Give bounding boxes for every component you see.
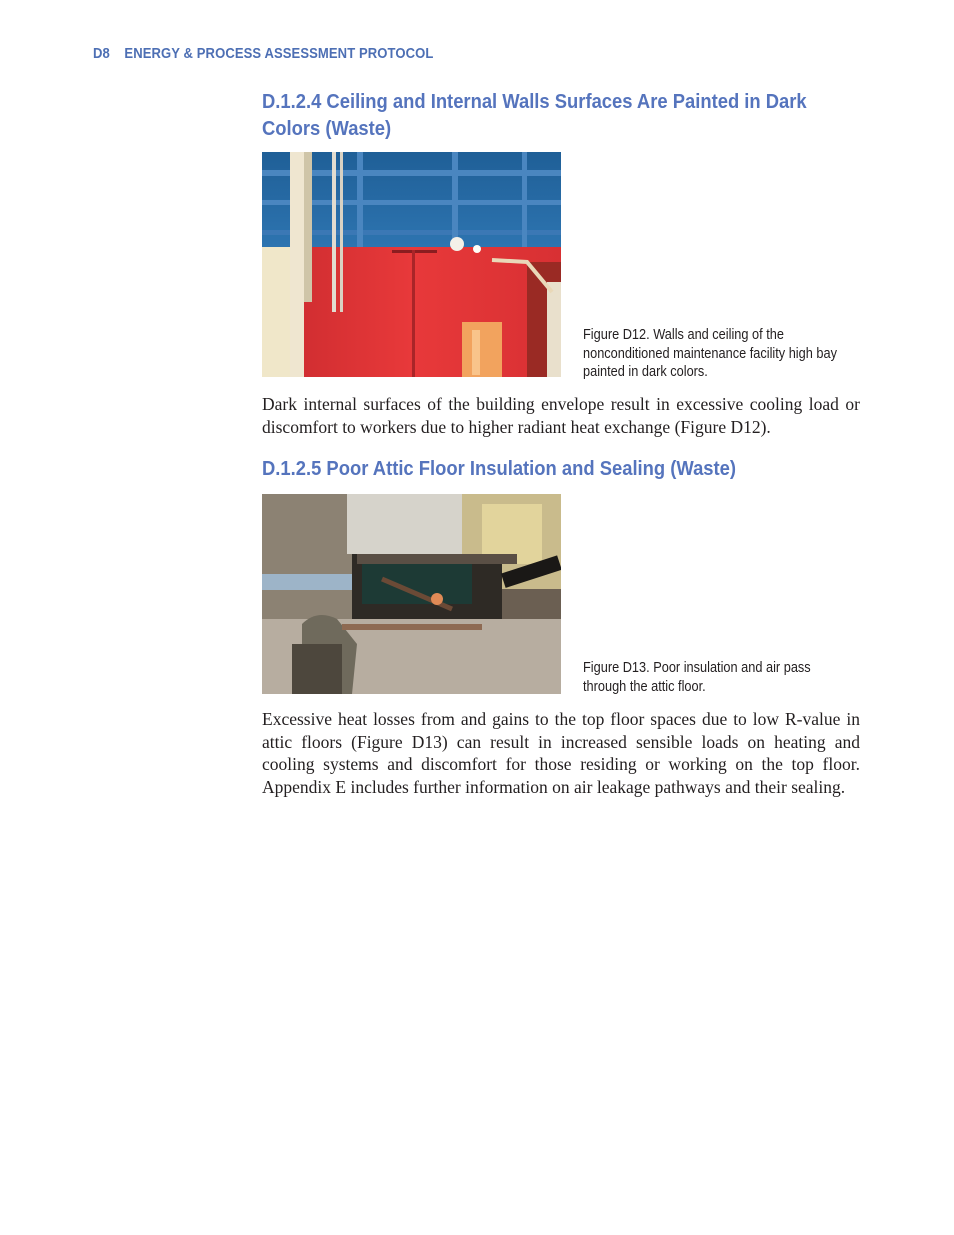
- section-heading-d1-2-5: D.1.2.5 Poor Attic Floor Insulation and Sealing (Waste): [262, 458, 737, 480]
- figure-d13-photo: [262, 494, 561, 694]
- section1-paragraph: Dark internal surfaces of the building envelope result in excessive cooling load or discomfort to workers due to higher radiant heat exchange (Figure D12).: [262, 394, 860, 437]
- figure-d12-photo: [262, 152, 561, 377]
- section2-paragraph: Excessive heat losses from and gains to the top floor spaces due to low R-value in attic floors (Figure D13) can result in increased sensible loads on heating and cooling systems and discomfort for those residing or working on the top floor. Appendix E includes further information on air leakage pathways and their sealing.: [262, 709, 860, 797]
- running-head: [93, 46, 433, 62]
- figure-d13-caption: Figure D13. Poor insulation and air pass through the attic floor.: [583, 660, 811, 695]
- running-title: ENERGY & PROCESS ASSESSMENT PROTOCOL: [124, 46, 434, 62]
- section-heading-d1-2-4: D.1.2.4 Ceiling and Internal Walls Surfaces Are Painted in Dark Colors (Waste): [262, 91, 807, 140]
- page-number: D8: [93, 46, 110, 62]
- figure-d12-caption: Figure D12. Walls and ceiling of the nonconditioned maintenance facility high bay painted in dark colors.: [583, 327, 837, 380]
